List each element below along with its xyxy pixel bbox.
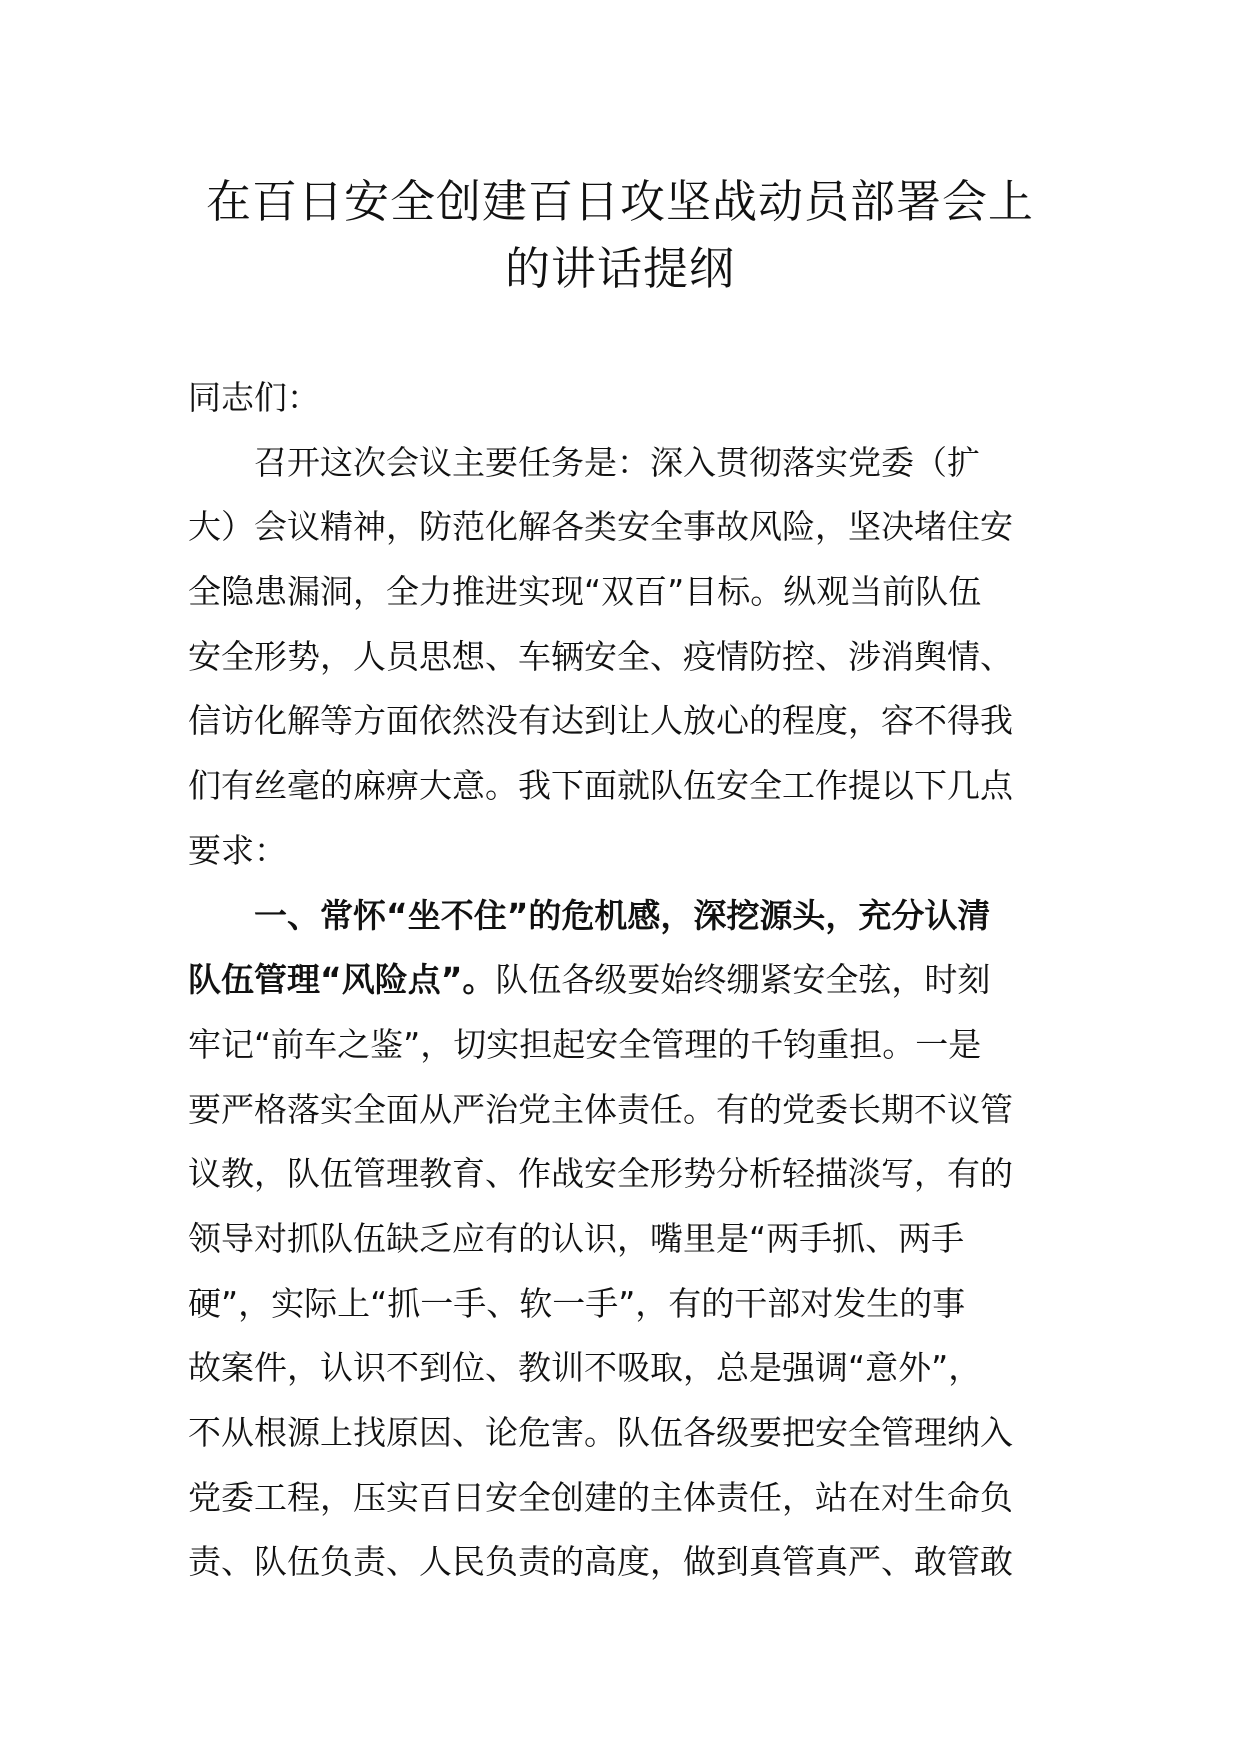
paragraph-1-line-4: 安全形势，人员思想、车辆安全、疫情防控、涉消舆情、	[188, 636, 1013, 676]
paragraph-1-line-3: 全隐患漏洞，全力推进实现“双百”目标。纵观当前队伍	[188, 572, 982, 612]
paragraph-2-line-9: 责、队伍负责、人民负责的高度，做到真管真严、敢管敢	[188, 1542, 1013, 1582]
section-1-heading-end: 队伍管理“风险点”。	[188, 960, 496, 1000]
section-1-text-start: 队伍各级要始终绷紧安全弦，时刻	[495, 960, 991, 1000]
paragraph-2-line-4: 领导对抓队伍缺乏应有的认识，嘴里是“两手抓、两手	[188, 1218, 965, 1258]
paragraph-2-line-7: 不从根源上找原因、论危害。队伍各级要把安全管理纳入	[188, 1413, 1013, 1452]
paragraph-2-line-2: 要严格落实全面从严治党主体责任。有的党委长期不议管	[188, 1089, 1013, 1129]
document-body	[188, 366, 1058, 1595]
paragraph-1-line-1: 召开这次会议主要任务是：深入贯彻落实党委（扩	[254, 442, 980, 482]
salutation: 同志们：	[188, 378, 320, 417]
section-1-heading-line-2	[188, 948, 1058, 1013]
paragraph-2-line-6: 故案件，认识不到位、教训不吸取，总是强调“意外”，	[188, 1348, 982, 1388]
paragraph-1-line-5: 信访化解等方面依然没有达到让人放心的程度，容不得我	[188, 701, 1013, 741]
paragraph-2-line-5: 硬”，实际上“抓一手、软一手”，有的干部对发生的事	[188, 1283, 966, 1323]
title-line-2: 的讲话提纲	[504, 242, 735, 295]
paragraph-2-line-8: 党委工程，压实百日安全创建的主体责任，站在对生命负	[188, 1477, 1013, 1517]
paragraph-1-line-6: 们有丝毫的麻痹大意。我下面就队伍安全工作提以下几点	[188, 766, 1013, 806]
paragraph-2-line-1: 牢记“前车之鉴”，切实担起安全管理的千钧重担。一是	[188, 1024, 982, 1064]
title-line-1: 在百日安全创建百日攻坚战动员部署会上	[205, 175, 1034, 228]
section-1-heading-line-1: 一、常怀“坐不住”的危机感，深挖源头，充分认清	[254, 895, 991, 935]
paragraph-1-line-2: 大）会议精神，防范化解各类安全事故风险，坚决堵住安	[188, 507, 1013, 547]
paragraph-2-line-3: 议教，队伍管理教育、作战安全形势分析轻描淡写，有的	[188, 1154, 1013, 1194]
document-title	[150, 168, 1090, 302]
paragraph-1-line-7: 要求：	[188, 830, 287, 870]
